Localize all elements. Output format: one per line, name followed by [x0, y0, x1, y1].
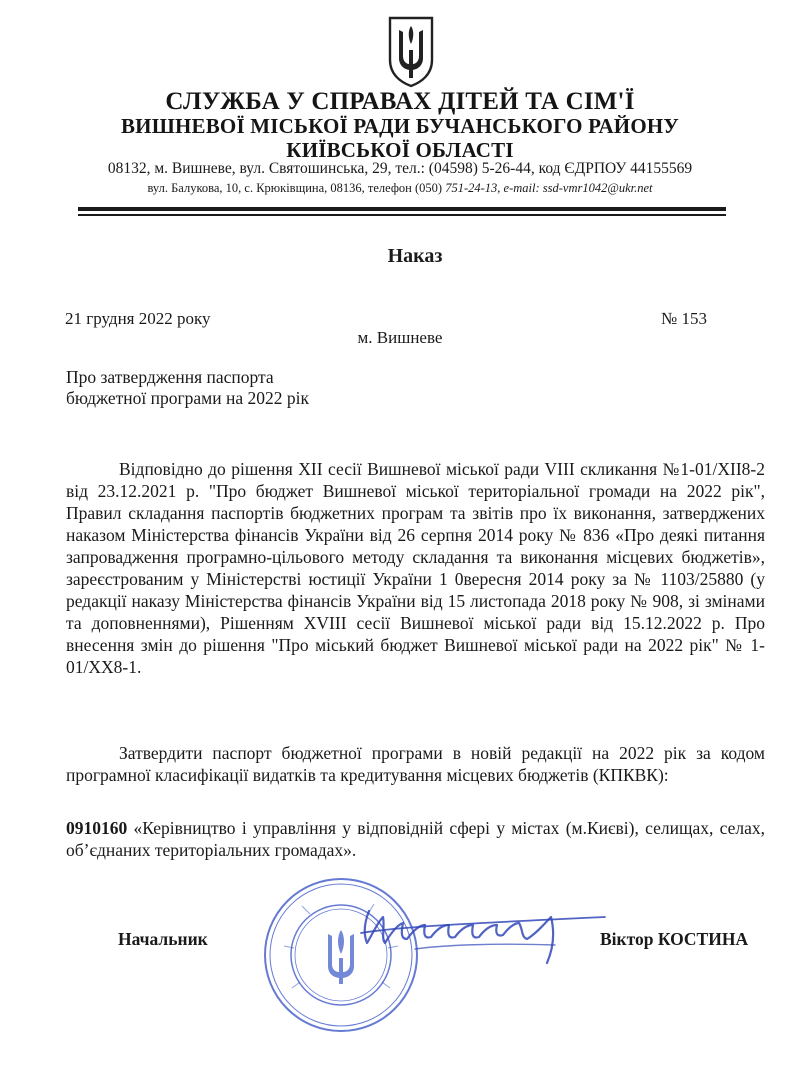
signatory-name: Віктор КОСТИНА: [600, 929, 749, 949]
document-number: № 153: [661, 309, 707, 328]
program-name: «Керівництво і управління у відповідній сфері у містах (м.Києві), селищах, селах, об’єднаних територіальних громадах».: [66, 818, 765, 860]
header-rule-thick: [78, 207, 726, 211]
signatory-title: Начальник: [118, 929, 208, 949]
document-date: 21 грудня 2022 року: [65, 309, 211, 328]
org-name-line1: СЛУЖБА У СПРАВАХ ДІТЕЙ ТА СІМ'Ї: [165, 88, 635, 115]
email-address: ssd-vmr1042@ukr.net: [542, 181, 653, 195]
program-code: 0910160: [66, 818, 128, 838]
body-paragraph-basis: Відповідно до рішення ХІІ сесії Вишневої міської ради VIII скликання №1-01/ХII8-2 від 23.12.2021 р. "Про бюджет Вишневої міської територіальної громади на 2022 рік", Правил складання паспортів бюджетних програм та звітів про їх виконання, затверджених наказом Міністерства фінансів України від 26 серпня 2014 року № 836 «Про деякі питання запровадження програмно-цільового методу складання та виконання місцевих бюджетів», зареєстрованим у Міністерстві юстиції України 1 0вересня 2014 року за № 1103/25880 (у редакції наказу Міністерства фінансів України від 15 листопада 2018 року № 908, зі змінами та доповненнями), Рішенням XVIII сесії Вишневої міської ради від 15.12.2022 р. Про внесення змін до рішення "Про міський бюджет Вишневої міської ради на 2022 рік" № 1-01/XX8-1.: [66, 459, 765, 677]
org-name-line2: ВИШНЕВОЇ МІСЬКОЇ РАДИ БУЧАНСЬКОГО РАЙОНУ: [120, 114, 680, 138]
address-line2-prefix: вул. Балукова, 10, с. Крюківщина, 08136, телефон (050): [147, 181, 446, 195]
email-label: , e-mail:: [497, 181, 543, 195]
subject-line2: бюджетної програми на 2022 рік: [66, 388, 309, 408]
ukraine-trident-icon: [388, 14, 434, 88]
program-paragraph: [66, 817, 765, 861]
subject-line1: Про затвердження паспорта: [66, 367, 274, 387]
address-line2: [0, 181, 800, 196]
header-rule-thin: [78, 214, 726, 216]
body-paragraph-order: Затвердити паспорт бюджетної програми в новій редакції на 2022 рік за кодом програмної класифікації видатків та кредитування місцевих бюджетів (КПКВК):: [66, 743, 765, 785]
address-line1: 08132, м. Вишневе, вул. Святошинська, 29, тел.: (04598) 5-26-44, код ЄДРПОУ 44155569: [107, 160, 693, 177]
document-type: Наказ: [387, 245, 443, 267]
phone-number: 751-24-13: [445, 181, 498, 195]
org-name-line3: КИЇВСЬКОЇ ОБЛАСТІ: [286, 138, 514, 162]
document-city: м. Вишневе: [357, 328, 443, 347]
handwritten-signature-icon: [355, 893, 615, 968]
